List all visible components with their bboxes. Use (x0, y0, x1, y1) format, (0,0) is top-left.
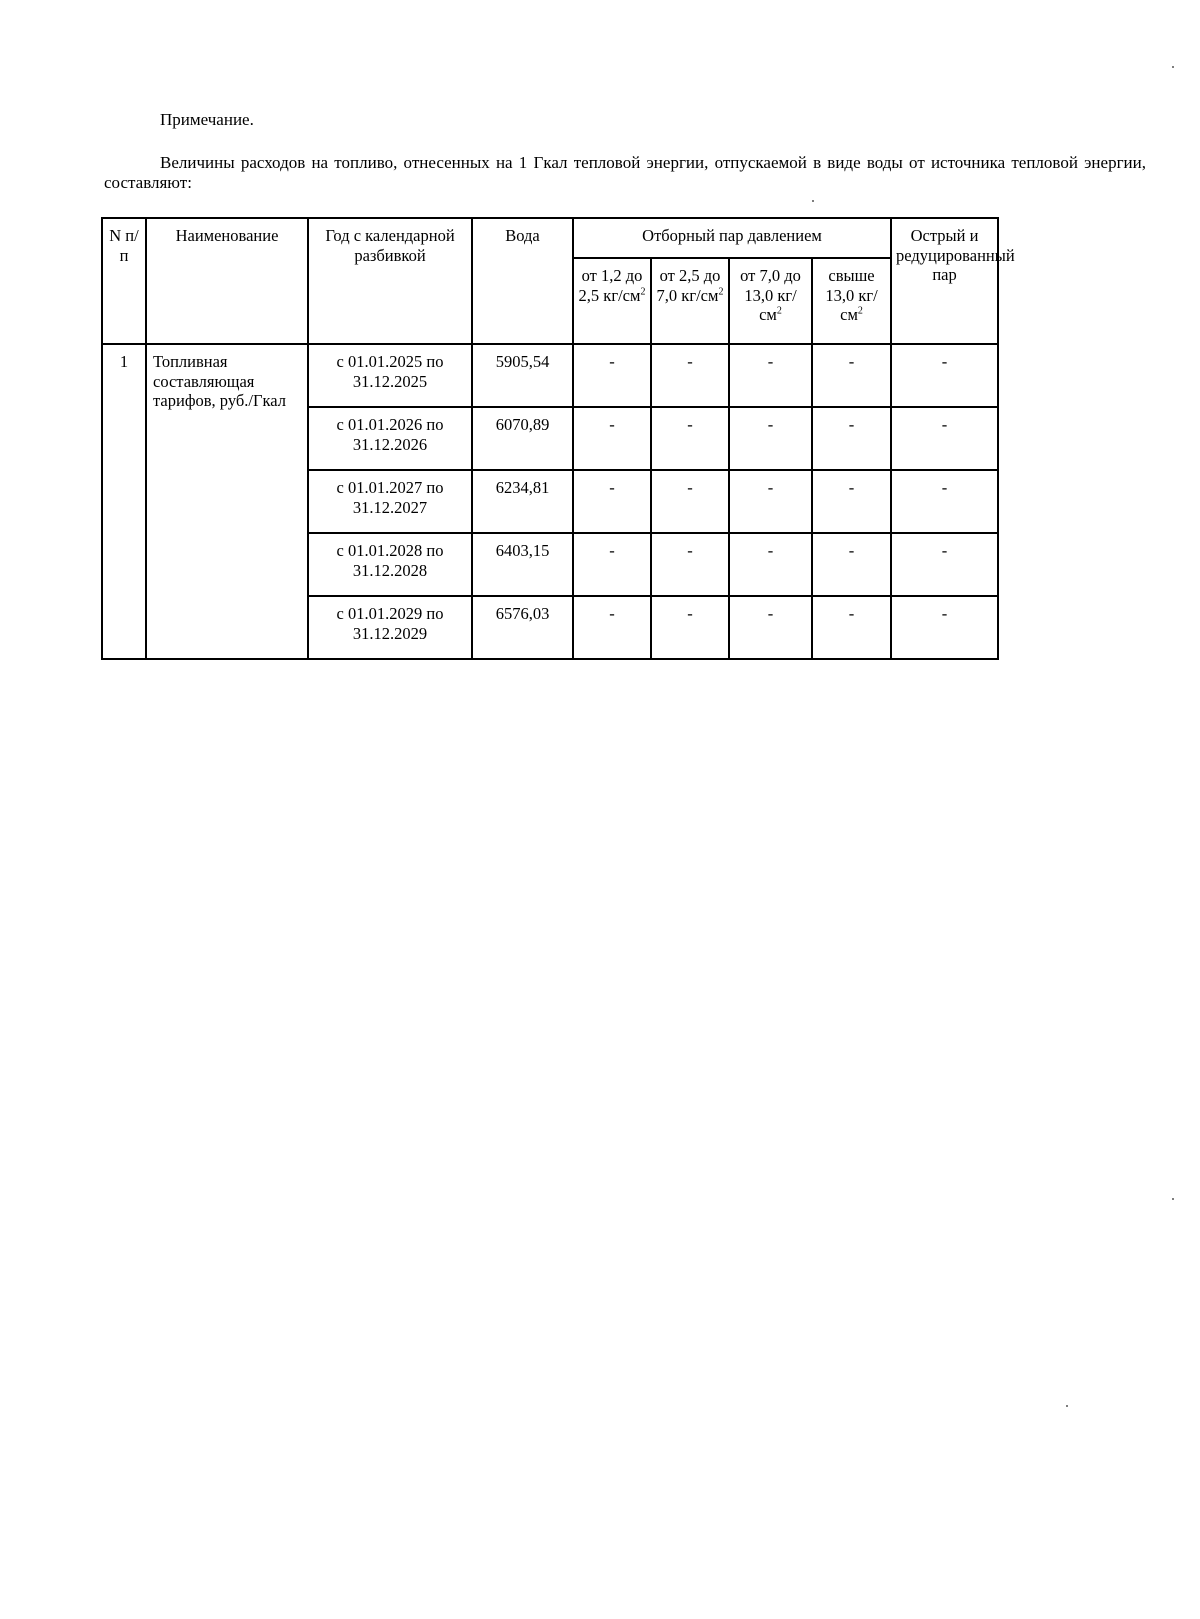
sharp-steam-value: - (891, 407, 998, 470)
steam-3-value: - (729, 407, 812, 470)
steam-4-value: - (812, 344, 891, 407)
sharp-steam-value: - (891, 533, 998, 596)
header-num: N п/п (102, 218, 146, 344)
steam-2-value: - (651, 533, 729, 596)
header-water: Вода (472, 218, 573, 344)
sharp-steam-value: - (891, 470, 998, 533)
steam-1-value: - (573, 533, 651, 596)
scan-speck (1172, 1198, 1174, 1200)
header-steam-3: от 7,0 до 13,0 $кг/см^2$ (729, 258, 812, 344)
intro-paragraph: Величины расходов на топливо, отнесенных на 1 Гкал тепловой энергии, отпускаемой в виде воды от источника тепловой энергии, составляют: (104, 153, 1146, 192)
header-steam-4: свыше 13,0 $кг/см^2$ (812, 258, 891, 344)
water-value: 6234,81 (472, 470, 573, 533)
period-cell: с 01.01.2025 по 31.12.2025 (308, 344, 472, 407)
steam-1-value: - (573, 470, 651, 533)
steam-2-value: - (651, 470, 729, 533)
sharp-steam-value: - (891, 344, 998, 407)
scan-speck (812, 200, 814, 202)
steam-3-value: - (729, 470, 812, 533)
period-cell: с 01.01.2028 по 31.12.2028 (308, 533, 472, 596)
scan-speck (1066, 1405, 1068, 1407)
steam-4-value: - (812, 407, 891, 470)
header-steam-1: от 1,2 до 2,5 $кг/см^2$ (573, 258, 651, 344)
period-cell: с 01.01.2029 по 31.12.2029 (308, 596, 472, 659)
period-cell: с 01.01.2026 по 31.12.2026 (308, 407, 472, 470)
sharp-steam-value: - (891, 596, 998, 659)
row-number: 1 (102, 344, 146, 659)
table-row (102, 344, 998, 407)
scan-speck (1172, 66, 1174, 68)
fuel-cost-table (101, 217, 1015, 660)
header-name: Наименование (146, 218, 308, 344)
table-header-row (102, 218, 998, 258)
water-value: 6070,89 (472, 407, 573, 470)
steam-2-value: - (651, 407, 729, 470)
header-year: Год с календарной разбивкой (308, 218, 472, 344)
steam-3-value: - (729, 344, 812, 407)
steam-4-value: - (812, 533, 891, 596)
steam-3-value: - (729, 596, 812, 659)
header-sharp-steam: Острый и редуцированный пар (891, 218, 998, 344)
steam-1-value: - (573, 407, 651, 470)
period-cell: с 01.01.2027 по 31.12.2027 (308, 470, 472, 533)
steam-1-value: - (573, 344, 651, 407)
header-steam-2: от 2,5 до 7,0 $кг/см^2$ (651, 258, 729, 344)
steam-2-value: - (651, 596, 729, 659)
steam-3-value: - (729, 533, 812, 596)
steam-1-value: - (573, 596, 651, 659)
steam-4-value: - (812, 470, 891, 533)
water-value: 5905,54 (472, 344, 573, 407)
note-title: Примечание. (160, 110, 254, 129)
water-value: 6576,03 (472, 596, 573, 659)
steam-2-value: - (651, 344, 729, 407)
header-steam-group: Отборный пар давлением (573, 218, 891, 258)
row-name: Топливная составляющая тарифов, руб./Гкал (146, 344, 308, 659)
steam-4-value: - (812, 596, 891, 659)
water-value: 6403,15 (472, 533, 573, 596)
